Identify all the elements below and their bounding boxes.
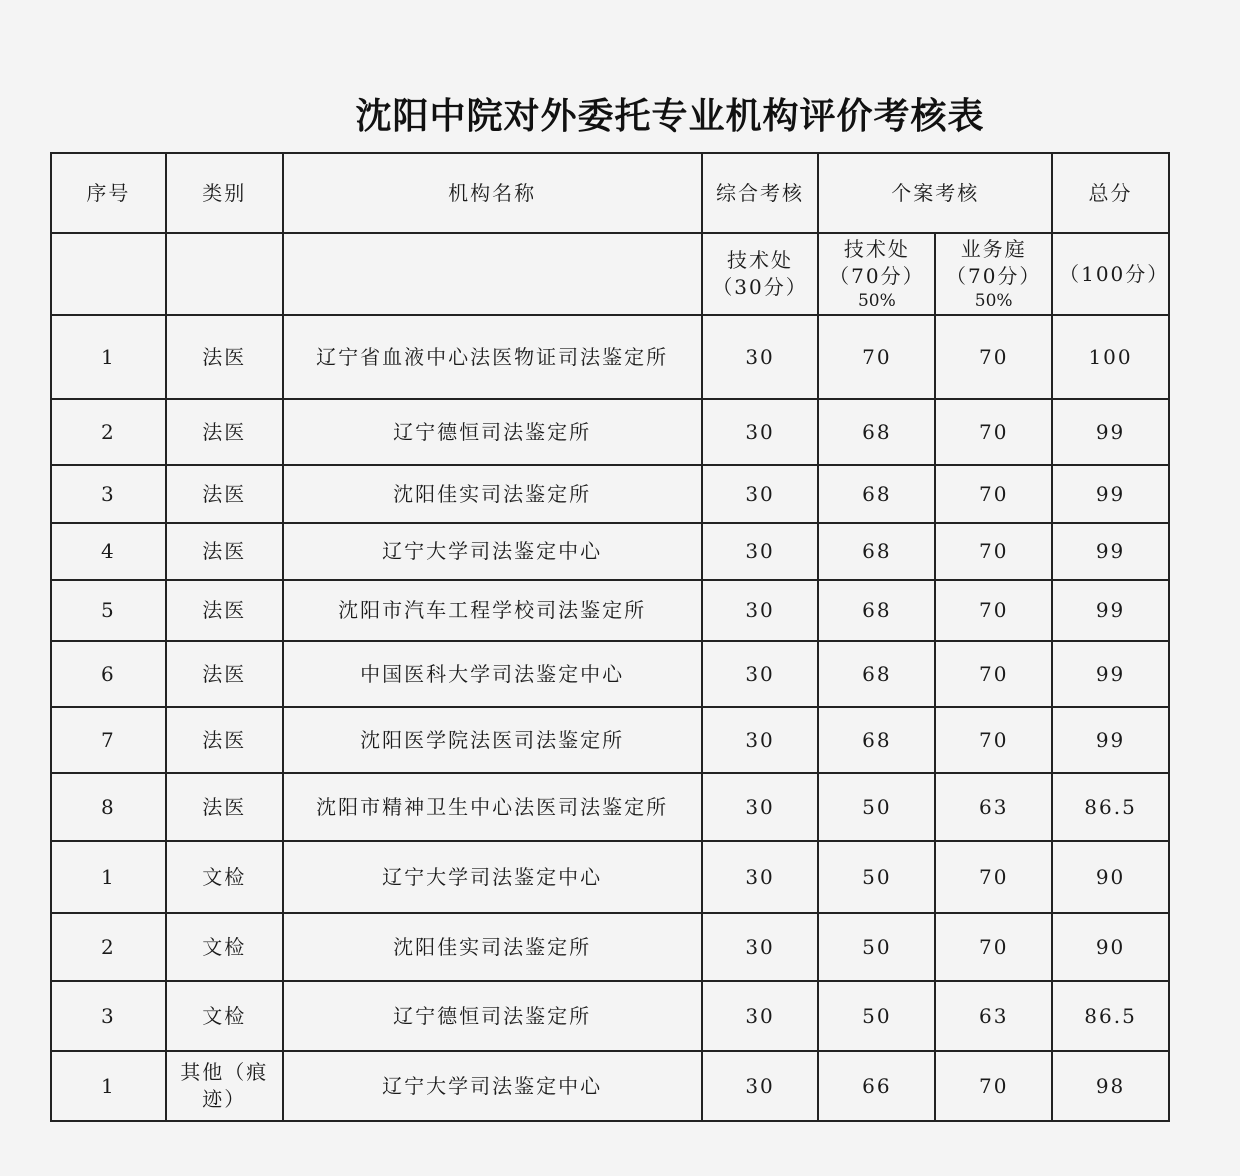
row-category: 法医 bbox=[166, 315, 283, 399]
row-number: 7 bbox=[51, 707, 166, 773]
row-case-tech-score: 50 bbox=[818, 841, 935, 913]
row-total-score: 90 bbox=[1052, 841, 1169, 913]
row-number: 6 bbox=[51, 641, 166, 707]
table-row bbox=[51, 1051, 1169, 1121]
row-case-tech-score: 68 bbox=[818, 465, 935, 523]
row-institution-name: 中国医科大学司法鉴定中心 bbox=[283, 641, 702, 707]
row-comprehensive-score: 30 bbox=[702, 641, 819, 707]
row-category: 法医 bbox=[166, 707, 283, 773]
row-institution-name: 辽宁德恒司法鉴定所 bbox=[283, 399, 702, 465]
row-comprehensive-score: 30 bbox=[702, 580, 819, 641]
row-institution-name: 辽宁大学司法鉴定中心 bbox=[283, 523, 702, 580]
row-case-tech-score: 68 bbox=[818, 523, 935, 580]
row-category: 法医 bbox=[166, 641, 283, 707]
row-comprehensive-score: 30 bbox=[702, 841, 819, 913]
table-row bbox=[51, 580, 1169, 641]
subheader-empty-name bbox=[283, 233, 702, 315]
row-case-biz-score: 63 bbox=[935, 981, 1052, 1051]
row-case-tech-score: 50 bbox=[818, 773, 935, 841]
row-case-biz-score: 70 bbox=[935, 641, 1052, 707]
row-case-biz-score: 70 bbox=[935, 465, 1052, 523]
row-total-score: 99 bbox=[1052, 707, 1169, 773]
subheader-comp-line1: 技术处 bbox=[727, 248, 794, 272]
row-category: 法医 bbox=[166, 399, 283, 465]
row-category: 文检 bbox=[166, 841, 283, 913]
evaluation-table bbox=[50, 152, 1170, 1122]
page-title: 沈阳中院对外委托专业机构评价考核表 bbox=[355, 95, 985, 137]
subheader-total: （100分） bbox=[1052, 233, 1169, 315]
header-row bbox=[51, 153, 1169, 233]
row-case-biz-score: 70 bbox=[935, 913, 1052, 981]
subheader-case-tech-pct: 50% bbox=[857, 290, 896, 311]
row-comprehensive-score: 30 bbox=[702, 773, 819, 841]
subheader-case-biz-line1: 业务庭 bbox=[960, 236, 1027, 261]
row-number: 1 bbox=[51, 315, 166, 399]
row-case-biz-score: 70 bbox=[935, 1051, 1052, 1121]
row-number: 3 bbox=[51, 465, 166, 523]
row-case-biz-score: 70 bbox=[935, 580, 1052, 641]
row-number: 1 bbox=[51, 1051, 166, 1121]
header-name: 机构名称 bbox=[283, 153, 702, 233]
row-total-score: 99 bbox=[1052, 399, 1169, 465]
table-row bbox=[51, 773, 1169, 841]
row-case-tech-score: 68 bbox=[818, 399, 935, 465]
row-number: 1 bbox=[51, 841, 166, 913]
row-case-tech-score: 50 bbox=[818, 913, 935, 981]
row-institution-name: 辽宁大学司法鉴定中心 bbox=[283, 1051, 702, 1121]
row-comprehensive-score: 30 bbox=[702, 1051, 819, 1121]
table-row bbox=[51, 707, 1169, 773]
row-institution-name: 沈阳佳实司法鉴定所 bbox=[283, 913, 702, 981]
row-number: 8 bbox=[51, 773, 166, 841]
subheader-case-biz-line2: （70分） bbox=[945, 263, 1042, 288]
table-row bbox=[51, 641, 1169, 707]
row-institution-name: 沈阳市精神卫生中心法医司法鉴定所 bbox=[283, 773, 702, 841]
row-comprehensive-score: 30 bbox=[702, 523, 819, 580]
row-category: 其他（痕迹） bbox=[166, 1051, 283, 1121]
row-institution-name: 辽宁德恒司法鉴定所 bbox=[283, 981, 702, 1051]
row-number: 3 bbox=[51, 981, 166, 1051]
row-institution-name: 辽宁省血液中心法医物证司法鉴定所 bbox=[283, 315, 702, 399]
row-case-tech-score: 70 bbox=[818, 315, 935, 399]
row-case-biz-score: 70 bbox=[935, 399, 1052, 465]
subheader-comp-line2: （30分） bbox=[712, 275, 808, 299]
row-case-biz-score: 70 bbox=[935, 707, 1052, 773]
row-case-tech-score: 68 bbox=[818, 580, 935, 641]
table-row bbox=[51, 399, 1169, 465]
row-comprehensive-score: 30 bbox=[702, 707, 819, 773]
row-case-tech-score: 68 bbox=[818, 707, 935, 773]
row-case-tech-score: 68 bbox=[818, 641, 935, 707]
row-number: 5 bbox=[51, 580, 166, 641]
row-number: 2 bbox=[51, 399, 166, 465]
table-row bbox=[51, 913, 1169, 981]
subheader-empty-category bbox=[166, 233, 283, 315]
header-total: 总分 bbox=[1052, 153, 1169, 233]
subheader-case-biz bbox=[935, 233, 1052, 315]
row-total-score: 99 bbox=[1052, 580, 1169, 641]
row-category: 文检 bbox=[166, 981, 283, 1051]
row-number: 4 bbox=[51, 523, 166, 580]
header-category: 类别 bbox=[166, 153, 283, 233]
row-institution-name: 沈阳医学院法医司法鉴定所 bbox=[283, 707, 702, 773]
row-category: 文检 bbox=[166, 913, 283, 981]
subheader-case-tech-line1: 技术处 bbox=[843, 236, 910, 261]
subheader-case-tech-line2: （70分） bbox=[829, 263, 925, 288]
row-institution-name: 沈阳市汽车工程学校司法鉴定所 bbox=[283, 580, 702, 641]
header-no: 序号 bbox=[51, 153, 166, 233]
table-row bbox=[51, 981, 1169, 1051]
row-comprehensive-score: 30 bbox=[702, 913, 819, 981]
row-case-biz-score: 70 bbox=[935, 315, 1052, 399]
row-total-score: 90 bbox=[1052, 913, 1169, 981]
row-total-score: 99 bbox=[1052, 523, 1169, 580]
row-category: 法医 bbox=[166, 580, 283, 641]
subheader-case-tech bbox=[818, 233, 935, 315]
subheader-row bbox=[51, 233, 1169, 315]
row-case-tech-score: 50 bbox=[818, 981, 935, 1051]
row-number: 2 bbox=[51, 913, 166, 981]
row-institution-name: 沈阳佳实司法鉴定所 bbox=[283, 465, 702, 523]
row-case-biz-score: 63 bbox=[935, 773, 1052, 841]
table-row bbox=[51, 465, 1169, 523]
row-comprehensive-score: 30 bbox=[702, 981, 819, 1051]
subheader-comprehensive bbox=[702, 233, 819, 315]
row-total-score: 86.5 bbox=[1052, 773, 1169, 841]
row-comprehensive-score: 30 bbox=[702, 315, 819, 399]
header-case: 个案考核 bbox=[818, 153, 1052, 233]
row-total-score: 99 bbox=[1052, 641, 1169, 707]
table-row bbox=[51, 841, 1169, 913]
row-comprehensive-score: 30 bbox=[702, 465, 819, 523]
row-category: 法医 bbox=[166, 523, 283, 580]
row-comprehensive-score: 30 bbox=[702, 399, 819, 465]
row-case-biz-score: 70 bbox=[935, 841, 1052, 913]
table-row bbox=[51, 315, 1169, 399]
row-category: 法医 bbox=[166, 773, 283, 841]
row-category: 法医 bbox=[166, 465, 283, 523]
row-case-biz-score: 70 bbox=[935, 523, 1052, 580]
row-total-score: 99 bbox=[1052, 465, 1169, 523]
row-total-score: 98 bbox=[1052, 1051, 1169, 1121]
row-institution-name: 辽宁大学司法鉴定中心 bbox=[283, 841, 702, 913]
row-total-score: 100 bbox=[1052, 315, 1169, 399]
subheader-empty-no bbox=[51, 233, 166, 315]
row-case-tech-score: 66 bbox=[818, 1051, 935, 1121]
header-comprehensive: 综合考核 bbox=[702, 153, 819, 233]
subheader-case-biz-pct: 50% bbox=[974, 290, 1013, 311]
row-total-score: 86.5 bbox=[1052, 981, 1169, 1051]
table-row bbox=[51, 523, 1169, 580]
